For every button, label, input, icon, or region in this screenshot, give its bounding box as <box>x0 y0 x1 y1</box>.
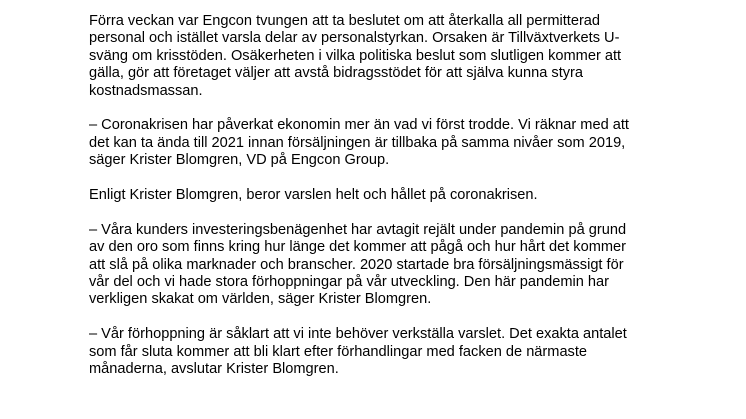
paragraph-cause: Enligt Krister Blomgren, beror varslen helt och hållet på coronakrisen. <box>89 187 538 204</box>
paragraph-quote-hope: – Vår förhoppning är såklart att vi inte behöver verkställa varslet. Det exakta antalet som får sluta kommer att bli klart efter förhandlingar med facken de närmaste månaderna, avslutar Krister Blomgren. <box>89 326 627 378</box>
article-body <box>89 13 669 396</box>
paragraph-quote-economy: – Coronakrisen har påverkat ekonomin mer än vad vi först trodde. Vi räknar med att det kan ta ända till 2021 innan försäljningen är tillbaka på samma nivåer som 2019, säger Krister Blomgren, VD på Engcon Group. <box>89 117 629 169</box>
paragraph-quote-customers: – Våra kunders investeringsbenägenhet har avtagit rejält under pandemin på grund av den oro som finns kring hur länge det kommer att pågå och hur hårt det kommer att slå på olika marknader och branscher. 2020 startade bra försäljningsmässigt för vår del och vi hade stora förhoppningar på vår utveckling. Den här pandemin har verkligen skakat om världen, säger Krister Blomgren. <box>89 221 627 308</box>
paragraph-intro: Förra veckan var Engcon tvungen att ta beslutet om att återkalla all permitterad personal och istället varsla delar av personalstyrkan. Orsaken är Tillväxtverkets U- sväng om krisstöden. Osäkerheten i vilka politiska beslut som slutligen kommer att gälla, gör att företaget väljer att avstå bidragsstödet för att själva kunna styra kostnadsmassan. <box>89 13 622 99</box>
